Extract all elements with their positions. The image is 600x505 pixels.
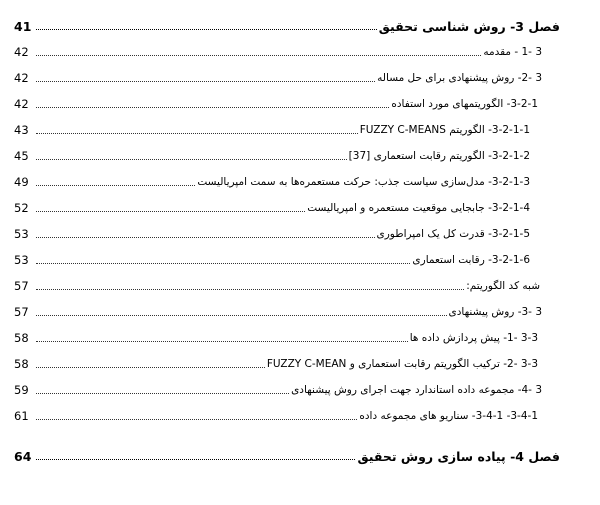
toc-entry-page: 52 <box>14 201 29 215</box>
toc-entry <box>14 117 530 137</box>
toc-entry <box>14 247 530 267</box>
toc-entry-title: 3 -1 - مقدمه <box>483 46 542 58</box>
dot-leader <box>36 419 357 420</box>
toc-entry-title: 3 -2- روش پیشنهادی برای حل مساله <box>377 72 542 84</box>
toc-entry-page: 57 <box>14 305 29 319</box>
toc-entry-title: 3-2-1-5- قدرت کل یک امپراطوری <box>376 228 530 240</box>
toc-entry-chapter-4 <box>14 443 560 463</box>
dot-leader <box>36 211 305 212</box>
toc-entry <box>14 403 538 423</box>
toc-entry-page: 45 <box>14 149 29 163</box>
toc-entry-title: فصل 4- پیاده سازی روش تحقیق <box>357 449 560 464</box>
toc-entry-title: 3-3 -2- ترکیب الگوریتم رقابت استعماری و FUZZY C-MEAN <box>266 358 538 370</box>
dot-leader <box>36 315 447 316</box>
toc-entry-title: 3-4-1- 3-4-1- سناریو های مجموعه داده <box>359 410 538 422</box>
dot-leader <box>36 289 464 290</box>
dot-leader <box>36 341 408 342</box>
toc-entry-title: 3-3 -1- پیش پردازش داده ها <box>409 332 538 344</box>
toc-entry-title: 3 -4- مجموعه داده استاندارد جهت اجرای روش پیشنهادی <box>291 384 542 396</box>
toc-entry-page: 53 <box>14 253 29 267</box>
toc-entry-page: 42 <box>14 71 29 85</box>
toc-entry <box>14 195 530 215</box>
toc-entry-title: 3 -3- روش پیشنهادی <box>448 306 542 318</box>
toc-entry-title: 3-2-1- الگوریتمهای مورد استفاده <box>391 98 538 110</box>
dot-leader <box>36 393 289 394</box>
toc-entry-page: 59 <box>14 383 29 397</box>
toc-entry-title: 3-2-1-3- مدل‌سازی سیاست جذب: حرکت مستعمره‌ها به سمت امپریالیست <box>197 176 530 188</box>
toc-entry <box>14 169 530 189</box>
toc-entry-page: 64 <box>14 449 32 464</box>
toc-entry <box>14 143 530 163</box>
toc-entry-page: 58 <box>14 331 29 345</box>
dot-leader <box>36 237 375 238</box>
toc-entry-page: 57 <box>14 279 29 293</box>
dot-leader <box>36 263 410 264</box>
toc-entry-page: 61 <box>14 409 29 423</box>
toc-entry <box>14 39 542 59</box>
toc-entry-page: 53 <box>14 227 29 241</box>
toc-entry <box>14 221 530 241</box>
toc-entry <box>14 65 542 85</box>
toc-entry-page: 41 <box>14 19 32 34</box>
toc-entry-title: شبه کد الگوریتم: <box>466 280 540 292</box>
toc-entry-title: فصل 3- روش شناسی تحقیق <box>378 19 560 34</box>
dot-leader <box>36 81 375 82</box>
toc-entry-title: 3-2-1-1- الگوریتم FUZZY C-MEANS <box>359 124 530 136</box>
toc-entry-chapter-3 <box>14 13 560 33</box>
dot-leader <box>36 107 389 108</box>
dot-leader <box>36 133 358 134</box>
toc-entry <box>14 377 542 397</box>
toc-entry-page: 49 <box>14 175 29 189</box>
dot-leader <box>36 55 481 56</box>
toc-entry <box>14 325 538 345</box>
toc-entry <box>14 351 538 371</box>
dot-leader <box>36 185 195 186</box>
toc-entry <box>14 299 542 319</box>
toc-entry-title: 3-2-1-2- الگوریتم رقابت استعماری [37] <box>348 150 530 162</box>
dot-leader <box>36 29 377 30</box>
toc-entry <box>14 91 538 111</box>
toc-entry <box>14 273 540 293</box>
toc-entry-page: 43 <box>14 123 29 137</box>
dot-leader <box>36 159 347 160</box>
toc-entry-title: 3-2-1-6- رقابت استعماری <box>412 254 530 266</box>
toc-entry-page: 42 <box>14 97 29 111</box>
toc-entry-page: 58 <box>14 357 29 371</box>
toc-entry-page: 42 <box>14 45 29 59</box>
toc-entry-title: 3-2-1-4- جابجایی موقعیت مستعمره و امپریالیست <box>307 202 530 214</box>
dot-leader <box>36 367 265 368</box>
dot-leader <box>36 459 355 460</box>
